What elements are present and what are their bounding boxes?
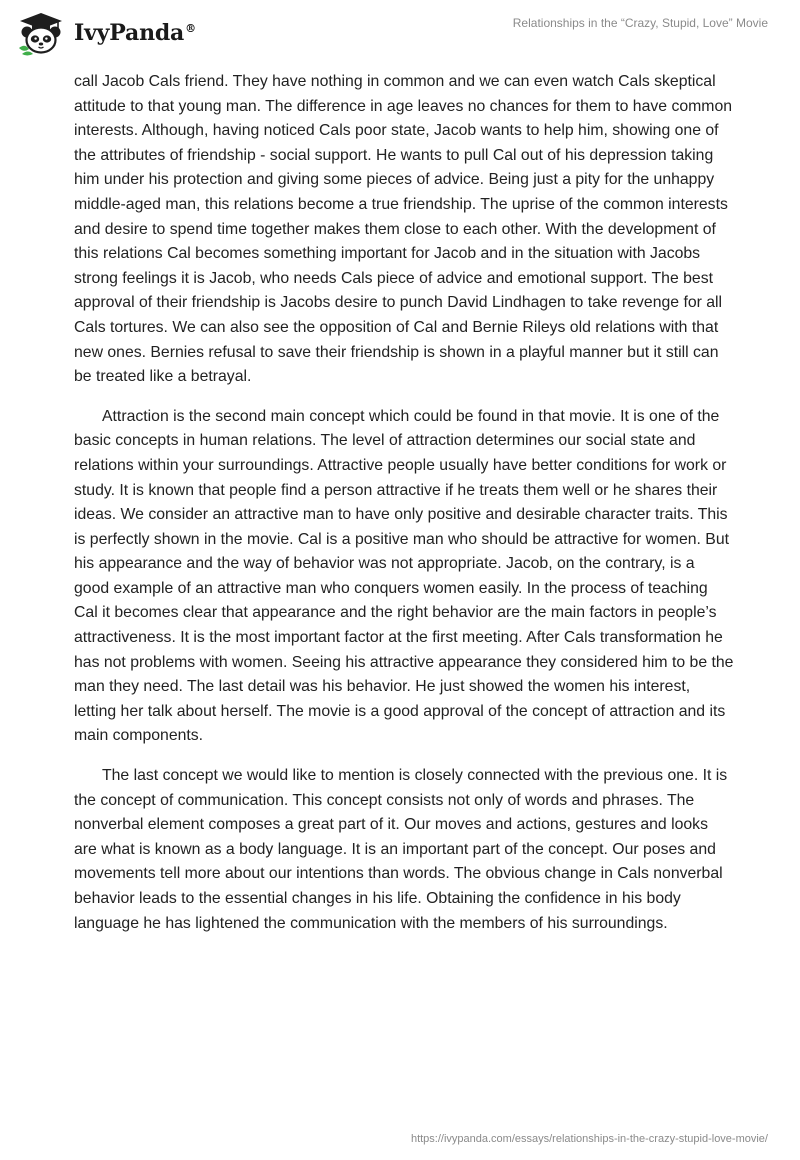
ivypanda-logo[interactable] xyxy=(14,10,196,56)
brand-name xyxy=(74,20,196,46)
brand-name-text: IvyPanda xyxy=(74,20,185,46)
source-url[interactable]: https://ivypanda.com/essays/relationships-in-the-crazy-stupid-love-movie/ xyxy=(410,1133,768,1145)
page-header xyxy=(0,0,800,66)
document-title: Relationships in the “Crazy, Stupid, Love” Movie xyxy=(512,16,768,30)
panda-graduate-icon xyxy=(14,10,68,56)
paragraph-attraction: Attraction is the second main concept which could be found in that movie. It is one of the basic concepts in human relations. The level of attraction determines our social state and relations within your surroundings. Attractive people usually have better conditions for work or study. It is known that people find a person attractive if he treats them well or he shares their ideas. We consider an attractive man to have only positive and desirable character traits. This is perfectly shown in the movie. Cal is a positive man who should be attractive for women. But his appearance and the way of behavior was not appropriate. Jacob, on the contrary, is a good example of an attractive man who conquers women easily. In the process of teaching Cal it becomes clear that appearance and the right behavior are the main factors in people’s attractiveness. It is the most important factor at the first meeting. After Cals transformation he has not problems with women. Seeing his attractive appearance they considered him to be the man they need. The last detail was his behavior. He just showed the women his interest, letting her talk about herself. The movie is a good approval of the concept of attraction and its main components. xyxy=(74,407,734,745)
paragraph-friendship: call Jacob Cals friend. They have nothing in common and we can even watch Cals skeptical attitude to that young man. The difference in age leaves no chances for them to have common interests. Although, having noticed Cals poor state, Jacob wants to help him, showing one of the attributes of friendship - social support. He wants to pull Cal out of his depression taking him under his protection and giving some pieces of advice. Being just a pity for the unhappy middle-aged man, this relations become a true friendship. The uprise of the common interests and desire to spend time together makes them close to each other. With the development of this relations Cal becomes something important for Jacob and in the situation with Jacobs strong feelings it is Jacob, who needs Cals piece of advice and emotional support. The best approval of their friendship is Jacobs desire to punch David Lindhagen to take revenge for all Cals tortures. We can also see the opposition of Cal and Bernie Rileys old relations with that new ones. Bernies refusal to save their friendship is shown in a playful manner but it still can be treated like a betrayal. xyxy=(74,73,733,386)
paragraph-communication: The last concept we would like to mention is closely connected with the previous one. It is the concept of communication. This concept consists not only of words and phrases. The nonverbal element composes a great part of it. Our moves and actions, gestures and looks are what is known as a body language. It is an important part of the concept. Our poses and movements tell more about our intentions than words. The obvious change in Cals nonverbal behavior leads to the essential changes in his life. Obtaining the confidence in his body language he has lightened the communication with the members of his surroundings. xyxy=(74,767,728,932)
essay-body xyxy=(74,70,734,951)
registered-mark: ® xyxy=(185,21,196,35)
